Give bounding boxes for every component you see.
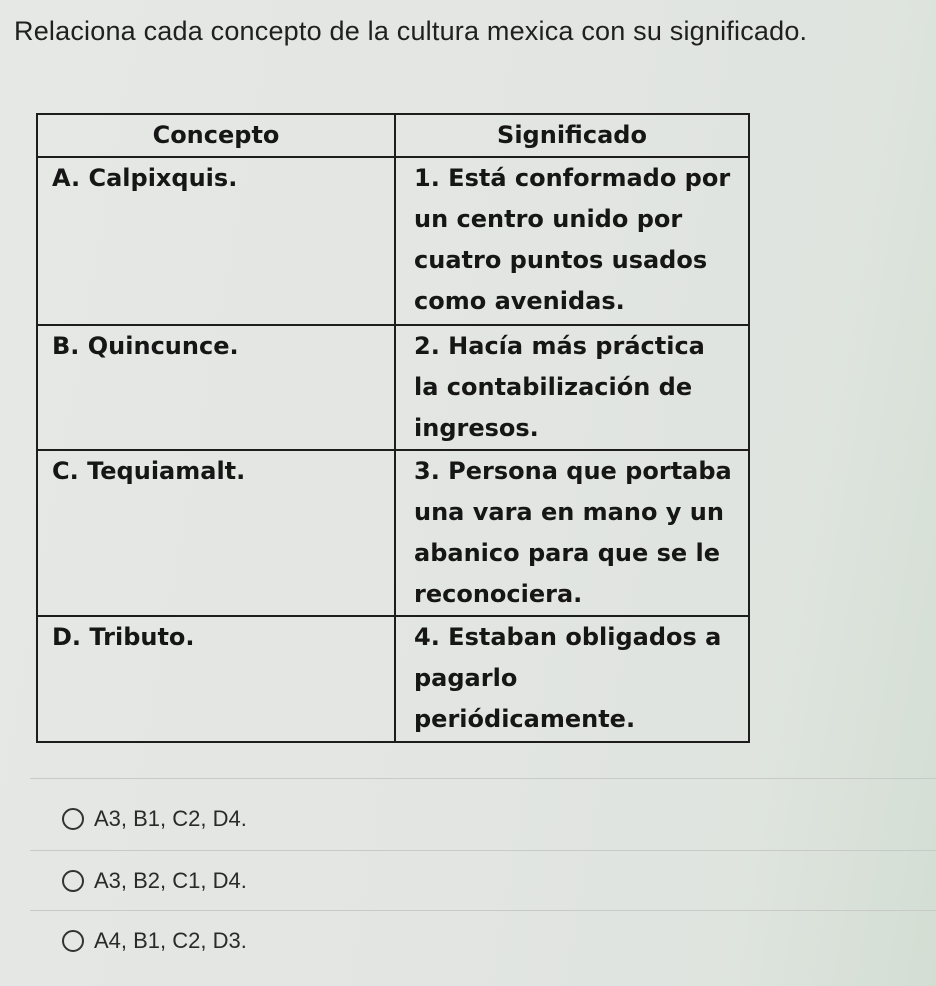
table-row	[37, 157, 749, 325]
answer-option-1[interactable]	[62, 806, 247, 832]
divider	[30, 778, 936, 779]
answer-option-3[interactable]	[62, 928, 247, 954]
option-label: A3, B2, C1, D4.	[94, 868, 247, 893]
table-header-row	[37, 114, 749, 157]
answer-option-2[interactable]	[62, 868, 247, 894]
divider	[30, 910, 936, 911]
concept-cell: B. Quincunce.	[37, 325, 395, 450]
concept-cell: C. Tequiamalt.	[37, 450, 395, 616]
meaning-cell: 2. Hacía más práctica la contabilización de ingresos.	[395, 325, 749, 450]
meaning-cell: 1. Está conformado por un centro unido por cuatro puntos usados como avenidas.	[395, 157, 749, 325]
divider	[30, 850, 936, 851]
matching-table	[36, 113, 750, 743]
option-label: A4, B1, C2, D3.	[94, 928, 247, 953]
radio-button-icon[interactable]	[62, 870, 84, 892]
meaning-cell: 3. Persona que portaba una vara en mano y un abanico para que se le reconociera.	[395, 450, 749, 616]
header-concepto: Concepto	[37, 114, 395, 157]
table-row	[37, 450, 749, 616]
table-row	[37, 325, 749, 450]
table-row	[37, 616, 749, 742]
radio-button-icon[interactable]	[62, 808, 84, 830]
option-label: A3, B1, C2, D4.	[94, 806, 247, 831]
header-significado: Significado	[395, 114, 749, 157]
concept-cell: D. Tributo.	[37, 616, 395, 742]
question-text: Relaciona cada concepto de la cultura mexica con su significado.	[14, 16, 808, 46]
meaning-cell: 4. Estaban obligados a pagarlo periódicamente.	[395, 616, 749, 742]
concept-cell: A. Calpixquis.	[37, 157, 395, 325]
radio-button-icon[interactable]	[62, 930, 84, 952]
